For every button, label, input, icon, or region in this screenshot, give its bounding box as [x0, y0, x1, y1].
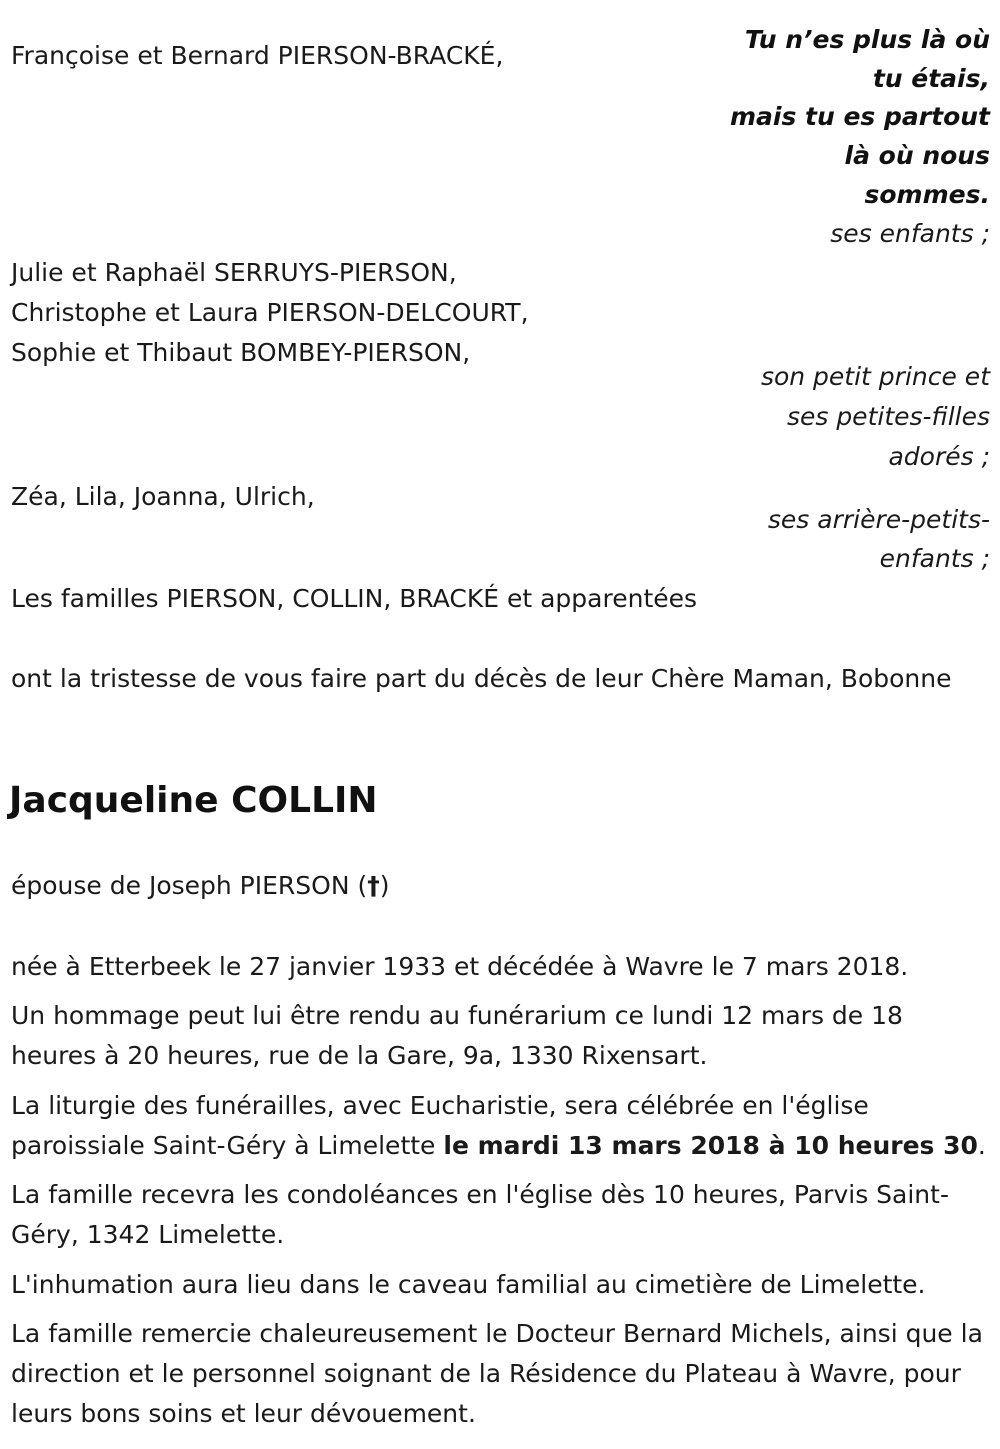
related-families: Les familles PIERSON, COLLIN, BRACKÉ et apparentées — [11, 584, 698, 613]
announcement-intro: ont la tristesse de vous faire part du décès de leur Chère Maman, Bobonne — [11, 664, 952, 693]
grandchildren-role-line-2: ses petites-filles — [786, 402, 990, 431]
birth-death-line: née à Etterbeek le 27 janvier 1933 et décédée à Wavre le 7 mars 2018. — [11, 952, 909, 981]
grandchildren-role-line-3: adorés ; — [888, 442, 990, 471]
tribute-paragraph: Un hommage peut lui être rendu au funérarium ce lundi 12 mars de 18 heures à 20 heures, rue de la Gare, 9a, 1330 Rixensart. — [11, 1001, 903, 1070]
condolences-paragraph: La famille recevra les condoléances en l'église dès 10 heures, Parvis Saint-Géry, 1342 Limelette. — [11, 1180, 949, 1249]
grandchild-couple-2: Christophe et Laura PIERSON-DELCOURT, — [11, 298, 529, 327]
epigraph-line-2: tu étais, — [872, 64, 990, 93]
spouse-line — [11, 866, 390, 906]
deceased-name: Jacqueline COLLIN — [9, 780, 378, 821]
grandchild-couple-1: Julie et Raphaël SERRUYS-PIERSON, — [11, 258, 457, 287]
grandchildren-role-line-1: son petit prince et — [760, 362, 990, 391]
liturgy-paragraph — [11, 1086, 996, 1166]
children-names: Françoise et Bernard PIERSON-BRACKÉ, — [11, 41, 504, 70]
epigraph-line-3: mais tu es partout — [729, 102, 990, 131]
great-grandchildren-role-line-1: ses arrière-petits- — [767, 505, 990, 534]
liturgy-text: La liturgie des funérailles, avec Eucharistie, sera célébrée en l'église paroissiale Saint-Géry à Limelette — [11, 1091, 869, 1160]
great-grandchildren-role-line-2: enfants ; — [879, 544, 990, 573]
liturgy-date: le mardi 13 mars 2018 à 10 heures 30 — [443, 1131, 978, 1160]
children-role: ses enfants ; — [830, 219, 990, 248]
liturgy-end: . — [977, 1131, 986, 1160]
thanks-paragraph: La famille remercie chaleureusement le Docteur Bernard Michels, ainsi que la direction et le personnel soignant de la Résidence du Plateau à Wavre, pour leurs bons soins et leur dévouement. — [11, 1319, 983, 1428]
grandchild-couple-3: Sophie et Thibaut BOMBEY-PIERSON, — [11, 338, 471, 367]
epigraph-line-4: là où nous — [844, 141, 990, 170]
great-grandchildren-names: Zéa, Lila, Joanna, Ulrich, — [11, 482, 315, 511]
epigraph-line-1: Tu n’es plus là où — [744, 25, 990, 54]
cross-icon: † — [367, 871, 380, 900]
burial-paragraph: L'inhumation aura lieu dans le caveau familial au cimetière de Limelette. — [11, 1270, 926, 1299]
epigraph-line-5: sommes. — [864, 180, 990, 209]
spouse-prefix: épouse de Joseph PIERSON ( — [11, 871, 368, 900]
spouse-suffix: ) — [379, 871, 390, 900]
